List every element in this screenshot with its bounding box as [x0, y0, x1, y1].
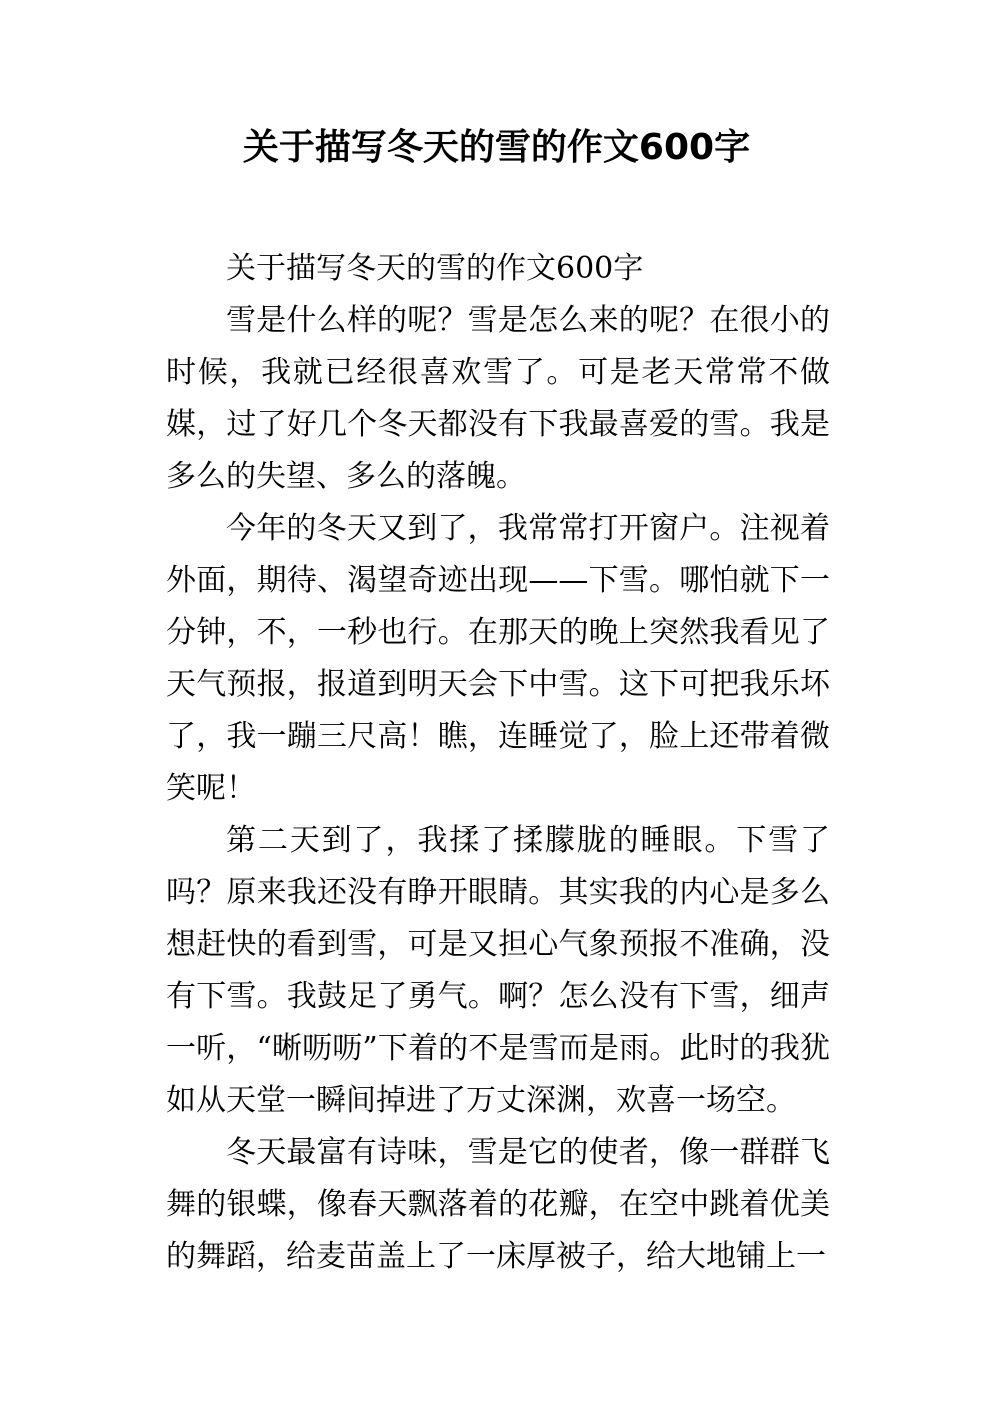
paragraph-2: 今年的冬天又到了，我常常打开窗户。注视着外面，期待、渴望奇迹出现——下雪。哪怕就下一分钟，不，一秒也行。在那天的晚上突然我看见了天气预报，报道到明天会下中雪。这下可把我乐坏了，我一蹦三尺高！瞧，连睡觉了，脸上还带着微笑呢！ [166, 511, 830, 806]
document-title: 关于描写冬天的雪的作文600字 [242, 127, 751, 168]
paragraph-1: 雪是什么样的呢？雪是怎么来的呢？在很小的时候，我就已经很喜欢雪了。可是老天常常不做媒，过了好几个冬天都没有下我最喜爱的雪。我是多么的失望、多么的落魄。 [166, 303, 830, 494]
paragraph-3: 第二天到了，我揉了揉朦胧的睡眼。下雪了吗？原来我还没有睁开眼睛。其实我的内心是多么想赶快的看到雪，可是又担心气象预报不准确，没有下雪。我鼓足了勇气。啊？怎么没有下雪，细声一听，“晰呖呖”下着的不是雪而是雨。此时的我犹如从天堂一瞬间掉进了万丈深渊，欢喜一场空。 [166, 823, 830, 1118]
document-body [166, 243, 830, 1283]
paragraph-subtitle: 关于描写冬天的雪的作文600字 [226, 251, 644, 286]
paragraph-4: 冬天最富有诗味，雪是它的使者，像一群群飞舞的银蝶，像春天飘落着的花瓣，在空中跳着优美的舞蹈，给麦苗盖上了一床厚被子，给大地铺上一 [166, 1135, 830, 1274]
